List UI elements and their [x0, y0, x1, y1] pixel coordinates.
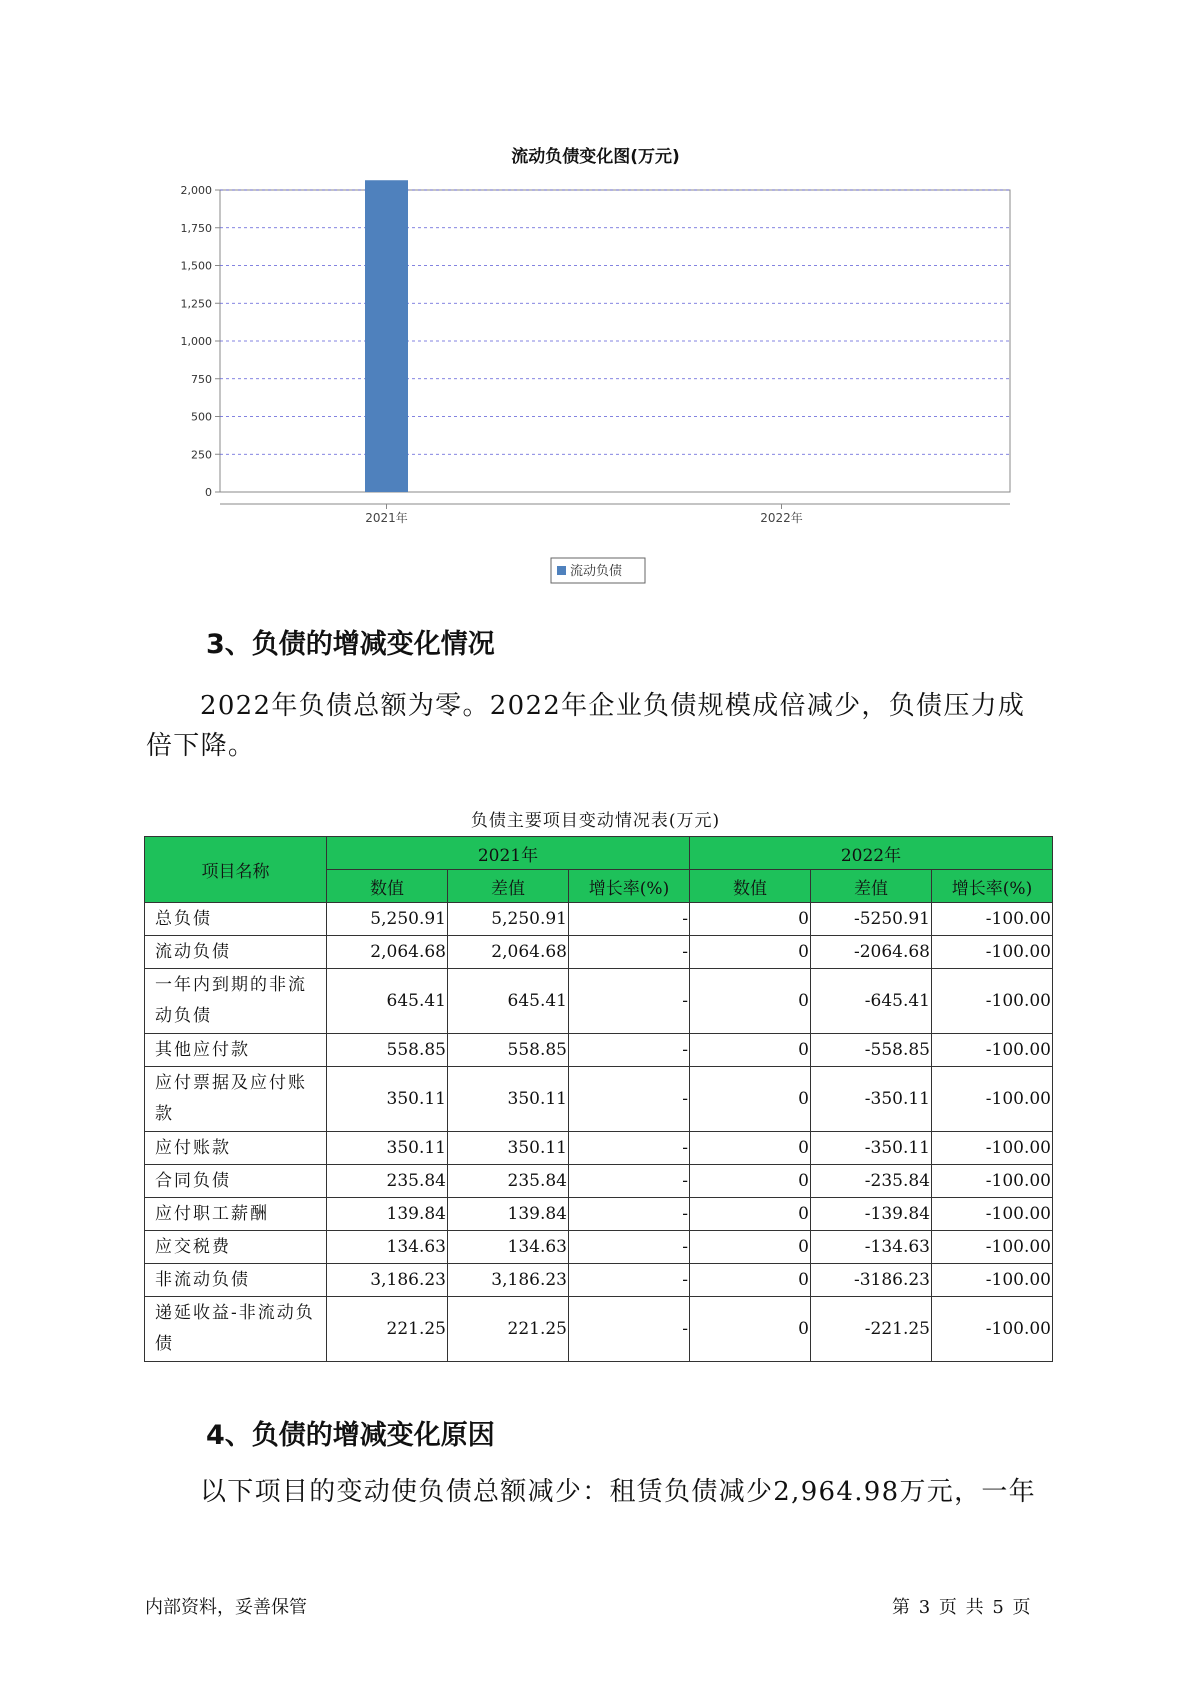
- legend-label: 流动负债: [570, 564, 623, 579]
- row-name-cell: 递延收益-非流动负债: [145, 1297, 327, 1362]
- section-heading-3: 3、负债的增减变化情况: [206, 629, 495, 660]
- diff-2022-cell: -2064.68: [811, 936, 932, 969]
- header-rate-2022: 增长率(%): [932, 870, 1053, 903]
- value-2021-cell: 3,186.23: [327, 1264, 448, 1297]
- row-name-cell: 非流动负债: [145, 1264, 327, 1297]
- table-row: [145, 1132, 1053, 1165]
- header-diff-2022: 差值: [811, 870, 932, 903]
- table-row: [145, 969, 1053, 1034]
- liability-table: [144, 836, 1053, 1362]
- bar-2021年: [365, 180, 408, 492]
- diff-2022-cell: -139.84: [811, 1198, 932, 1231]
- header-year-2022: 2022年: [690, 837, 1053, 870]
- row-name-cell: 流动负债: [145, 936, 327, 969]
- table-row: [145, 903, 1053, 936]
- rate-2021-cell: -: [569, 1264, 690, 1297]
- diff-2022-cell: -350.11: [811, 1132, 932, 1165]
- x-tick-label: 2021年: [365, 511, 408, 525]
- rate-2022-cell: -100.00: [932, 1297, 1053, 1362]
- table-caption: 负债主要项目变动情况表(万元): [470, 811, 721, 831]
- table-row: [145, 1067, 1053, 1132]
- plot-area: [220, 190, 1010, 492]
- value-2022-cell: 0: [690, 1067, 811, 1132]
- x-tick-label: 2022年: [760, 511, 803, 525]
- table-row: [145, 1231, 1053, 1264]
- value-2022-cell: 0: [690, 1034, 811, 1067]
- diff-2022-cell: -3186.23: [811, 1264, 932, 1297]
- value-2021-cell: 221.25: [327, 1297, 448, 1362]
- y-tick-label: 1,500: [180, 259, 212, 273]
- value-2022-cell: 0: [690, 1198, 811, 1231]
- diff-2021-cell: 139.84: [448, 1198, 569, 1231]
- value-2022-cell: 0: [690, 1264, 811, 1297]
- row-name-cell: 其他应付款: [145, 1034, 327, 1067]
- header-item-name: 项目名称: [145, 837, 327, 903]
- row-name-cell: 应付票据及应付账款: [145, 1067, 327, 1132]
- header-year-2021: 2021年: [327, 837, 690, 870]
- value-2021-cell: 645.41: [327, 969, 448, 1034]
- diff-2022-cell: -235.84: [811, 1165, 932, 1198]
- diff-2022-cell: -350.11: [811, 1067, 932, 1132]
- value-2021-cell: 134.63: [327, 1231, 448, 1264]
- table-row: [145, 1198, 1053, 1231]
- y-tick-label: 1,750: [180, 221, 212, 235]
- rate-2022-cell: -100.00: [932, 1231, 1053, 1264]
- rate-2022-cell: -100.00: [932, 903, 1053, 936]
- chart-title: 流动负债变化图(万元): [511, 147, 680, 167]
- y-tick-label: 2,000: [180, 184, 212, 197]
- rate-2022-cell: -100.00: [932, 1264, 1053, 1297]
- value-2022-cell: 0: [690, 1297, 811, 1362]
- y-tick-label: 750: [191, 372, 212, 386]
- y-tick-label: 500: [191, 410, 212, 424]
- table-row: [145, 1165, 1053, 1198]
- liabilities-bar-chart: [150, 180, 1020, 600]
- value-2022-cell: 0: [690, 1165, 811, 1198]
- y-tick-label: 0: [205, 486, 212, 499]
- rate-2021-cell: -: [569, 1198, 690, 1231]
- rate-2022-cell: -100.00: [932, 1034, 1053, 1067]
- diff-2021-cell: 5,250.91: [448, 903, 569, 936]
- value-2022-cell: 0: [690, 936, 811, 969]
- value-2021-cell: 558.85: [327, 1034, 448, 1067]
- rate-2022-cell: -100.00: [932, 1198, 1053, 1231]
- value-2021-cell: 2,064.68: [327, 936, 448, 969]
- diff-2021-cell: 350.11: [448, 1132, 569, 1165]
- diff-2021-cell: 3,186.23: [448, 1264, 569, 1297]
- section-heading-4: 4、负债的增减变化原因: [206, 1420, 495, 1451]
- header-rate-2021: 增长率(%): [569, 870, 690, 903]
- header-value-2021: 数值: [327, 870, 448, 903]
- rate-2021-cell: -: [569, 903, 690, 936]
- rate-2021-cell: -: [569, 1034, 690, 1067]
- diff-2021-cell: 350.11: [448, 1067, 569, 1132]
- paragraph-liability-reasons: 以下项目的变动使负债总额减少：租赁负债减少2,964.98万元，一年: [200, 1477, 1036, 1507]
- table-row: [145, 1034, 1053, 1067]
- table-row: [145, 936, 1053, 969]
- diff-2022-cell: -558.85: [811, 1034, 932, 1067]
- y-tick-label: 1,000: [180, 335, 212, 348]
- header-diff-2021: 差值: [448, 870, 569, 903]
- diff-2021-cell: 134.63: [448, 1231, 569, 1264]
- diff-2021-cell: 558.85: [448, 1034, 569, 1067]
- rate-2022-cell: -100.00: [932, 1165, 1053, 1198]
- value-2021-cell: 139.84: [327, 1198, 448, 1231]
- value-2022-cell: 0: [690, 1231, 811, 1264]
- value-2022-cell: 0: [690, 1132, 811, 1165]
- row-name-cell: 总负债: [145, 903, 327, 936]
- value-2021-cell: 350.11: [327, 1067, 448, 1132]
- footer-page-number: 第 3 页 共 5 页: [892, 1597, 1031, 1618]
- row-name-cell: 应付账款: [145, 1132, 327, 1165]
- diff-2021-cell: 221.25: [448, 1297, 569, 1362]
- y-tick-label: 1,250: [180, 297, 212, 311]
- diff-2021-cell: 645.41: [448, 969, 569, 1034]
- diff-2021-cell: 2,064.68: [448, 936, 569, 969]
- value-2021-cell: 235.84: [327, 1165, 448, 1198]
- row-name-cell: 应付职工薪酬: [145, 1198, 327, 1231]
- rate-2021-cell: -: [569, 1231, 690, 1264]
- value-2021-cell: 5,250.91: [327, 903, 448, 936]
- row-name-cell: 应交税费: [145, 1231, 327, 1264]
- table-row: [145, 1297, 1053, 1362]
- diff-2022-cell: -134.63: [811, 1231, 932, 1264]
- y-tick-label: 250: [191, 448, 212, 462]
- header-value-2022: 数值: [690, 870, 811, 903]
- value-2021-cell: 350.11: [327, 1132, 448, 1165]
- diff-2022-cell: -5250.91: [811, 903, 932, 936]
- rate-2021-cell: -: [569, 1067, 690, 1132]
- rate-2021-cell: -: [569, 1165, 690, 1198]
- table-row: [145, 1264, 1053, 1297]
- rate-2022-cell: -100.00: [932, 969, 1053, 1034]
- rate-2022-cell: -100.00: [932, 936, 1053, 969]
- rate-2022-cell: -100.00: [932, 1067, 1053, 1132]
- rate-2021-cell: -: [569, 936, 690, 969]
- diff-2022-cell: -221.25: [811, 1297, 932, 1362]
- value-2022-cell: 0: [690, 903, 811, 936]
- rate-2021-cell: -: [569, 1297, 690, 1362]
- value-2022-cell: 0: [690, 969, 811, 1034]
- rate-2022-cell: -100.00: [932, 1132, 1053, 1165]
- rate-2021-cell: -: [569, 969, 690, 1034]
- row-name-cell: 合同负债: [145, 1165, 327, 1198]
- diff-2022-cell: -645.41: [811, 969, 932, 1034]
- paragraph-liability-change: 2022年负债总额为零。2022年企业负债规模成倍减少，负债压力成倍下降。: [146, 691, 1026, 761]
- rate-2021-cell: -: [569, 1132, 690, 1165]
- diff-2021-cell: 235.84: [448, 1165, 569, 1198]
- row-name-cell: 一年内到期的非流动负债: [145, 969, 327, 1034]
- footer-confidential-note: 内部资料，妥善保管: [145, 1597, 307, 1618]
- legend-swatch: [557, 566, 566, 575]
